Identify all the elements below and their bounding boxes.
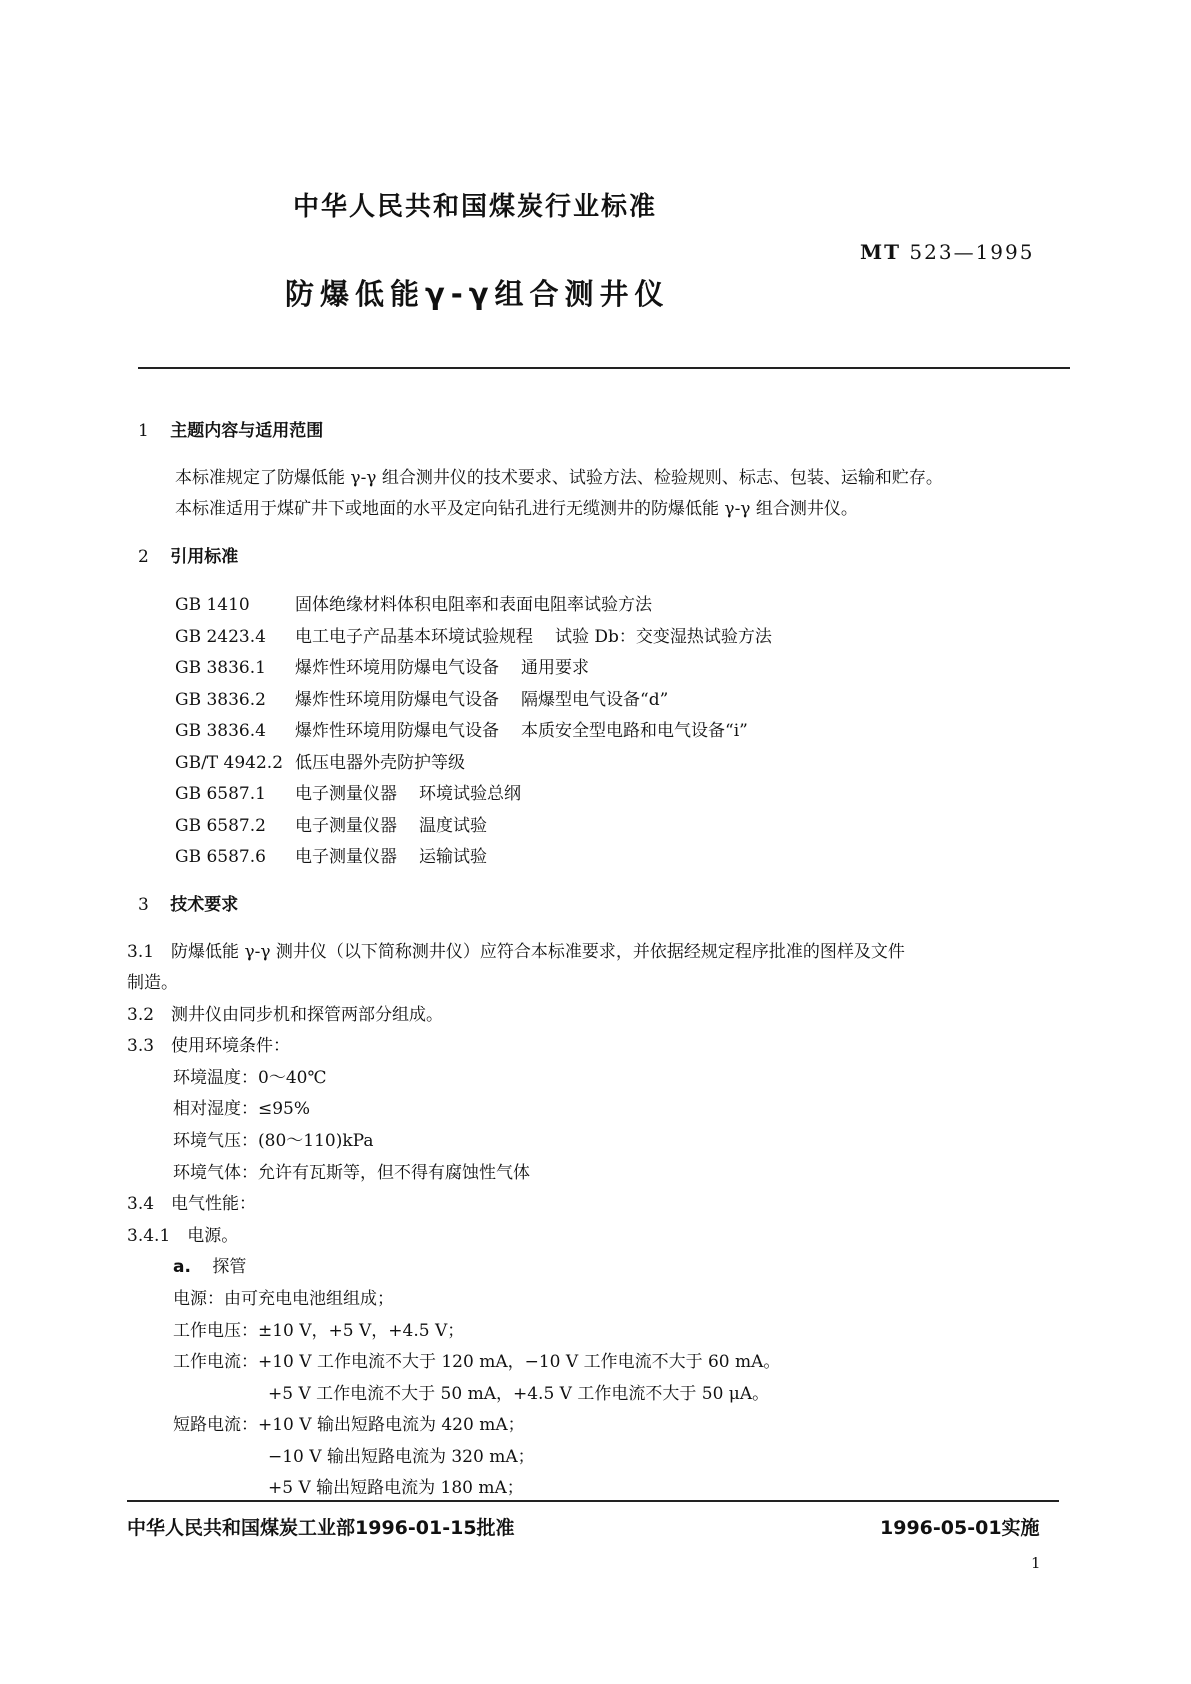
- reference-subtitle: 环境试验总纲: [419, 784, 521, 804]
- reference-item: [175, 842, 487, 867]
- env-gas: 环境气体：允许有瓦斯等，但不得有腐蚀性气体: [173, 1163, 530, 1183]
- reference-item: [175, 685, 668, 710]
- short-circuit-1: 短路电流：+10 V 输出短路电流为 420 mA；: [173, 1415, 525, 1435]
- reference-item: [175, 590, 652, 615]
- section-1-title: 主题内容与适用范围: [170, 421, 324, 441]
- reference-title: 爆炸性环境用防爆电气设备: [295, 689, 499, 710]
- env-humidity: 相对湿度：≤95%: [173, 1099, 311, 1119]
- reference-subtitle: 通用要求: [521, 658, 589, 678]
- reference-title: 低压电器外壳防护等级: [295, 752, 465, 773]
- clause-3-4: 3.4 电气性能：: [127, 1194, 257, 1214]
- item-a: [173, 1252, 246, 1277]
- reference-code: GB 3836.2: [175, 689, 266, 710]
- reference-item: [175, 748, 465, 773]
- short-circuit-2: −10 V 输出短路电流为 320 mA；: [268, 1447, 535, 1467]
- clause-3-4-1: 3.4.1 电源。: [127, 1226, 239, 1246]
- reference-code: GB 3836.1: [175, 658, 266, 678]
- short-circuit-3: +5 V 输出短路电流为 180 mA；: [268, 1478, 524, 1498]
- item-a-label: a.: [173, 1257, 191, 1277]
- reference-item: [175, 622, 772, 647]
- power-source: 电源：由可充电电池组组成；: [173, 1289, 394, 1309]
- reference-item: [175, 779, 521, 804]
- env-temperature: 环境温度：0～40℃: [173, 1068, 327, 1088]
- reference-title: 固体绝缘材料体积电阻率和表面电阻率试验方法: [295, 595, 652, 615]
- clause-3-2: 3.2 测井仪由同步机和探管两部分组成。: [127, 1005, 444, 1025]
- section-2-number: 2: [138, 547, 149, 567]
- clause-3-1-line-2: 制造。: [127, 973, 178, 993]
- reference-subtitle: 温度试验: [419, 815, 487, 836]
- reference-title: 爆炸性环境用防爆电气设备: [295, 721, 499, 741]
- env-pressure: 环境气压：(80～110)kPa: [173, 1131, 374, 1151]
- reference-subtitle: 本质安全型电路和电气设备“i”: [521, 721, 748, 741]
- reference-title: 爆炸性环境用防爆电气设备: [295, 658, 499, 678]
- reference-subtitle: 隔爆型电气设备“d”: [521, 689, 669, 710]
- section-1-paragraph-2: 本标准适用于煤矿井下或地面的水平及定向钻孔进行无缆测井的防爆低能 γ-γ 组合测井仪。: [175, 499, 858, 519]
- bottom-divider: [127, 1500, 1059, 1502]
- document-title: 防爆低能γ-γ组合测井仪: [285, 277, 670, 311]
- org-title: 中华人民共和国煤炭行业标准: [293, 192, 658, 222]
- working-voltage: 工作电压：±10 V，+5 V，+4.5 V；: [173, 1321, 465, 1341]
- item-a-title: 探管: [212, 1257, 247, 1277]
- page-number: 1: [1031, 1554, 1041, 1572]
- reference-code: GB 2423.4: [175, 626, 266, 647]
- reference-code: GB 3836.4: [175, 721, 266, 741]
- section-1-number: 1: [138, 421, 149, 441]
- section-1-paragraph-1: 本标准规定了防爆低能 γ-γ 组合测井仪的技术要求、试验方法、检验规则、标志、包装、运输和贮存。: [175, 468, 943, 488]
- reference-subtitle: 运输试验: [419, 847, 487, 867]
- reference-item: [175, 811, 487, 836]
- working-current-2: +5 V 工作电流不大于 50 mA，+4.5 V 工作电流不大于 50 μA。: [268, 1384, 770, 1404]
- reference-title: 电子测量仪器: [295, 815, 397, 836]
- section-2-heading: [138, 542, 238, 567]
- section-2-title: 引用标准: [170, 547, 239, 567]
- reference-title: 电工电子产品基本环境试验规程: [295, 626, 533, 647]
- reference-subtitle: 试验 Db：交变湿热试验方法: [555, 626, 772, 647]
- section-3-number: 3: [138, 895, 149, 915]
- approval-line: 中华人民共和国煤炭工业部1996-01-15批准: [127, 1517, 515, 1539]
- clause-3-1-line-1: 3.1 防爆低能 γ-γ 测井仪（以下简称测井仪）应符合本标准要求，并依据经规定程序批准的图样及文件: [127, 942, 905, 962]
- top-divider: [138, 367, 1070, 369]
- standard-code: [860, 240, 1034, 264]
- reference-code: GB 6587.1: [175, 784, 266, 804]
- reference-code: GB 6587.2: [175, 815, 266, 836]
- reference-title: 电子测量仪器: [295, 784, 397, 804]
- code-prefix: MT: [860, 240, 902, 264]
- effective-date: 1996-05-01实施: [880, 1517, 1040, 1539]
- section-1-heading: [138, 416, 323, 441]
- section-3-heading: [138, 890, 238, 915]
- section-3-title: 技术要求: [170, 895, 239, 915]
- reference-item: [175, 716, 748, 741]
- reference-code: GB/T 4942.2: [175, 752, 284, 773]
- reference-code: GB 6587.6: [175, 847, 266, 867]
- reference-title: 电子测量仪器: [295, 847, 397, 867]
- clause-3-3: 3.3 使用环境条件：: [127, 1036, 291, 1056]
- reference-code: GB 1410: [175, 595, 250, 615]
- reference-item: [175, 653, 589, 678]
- working-current-1: 工作电流：+10 V 工作电流不大于 120 mA，−10 V 工作电流不大于 60 mA。: [173, 1352, 781, 1372]
- code-number: 523—1995: [909, 240, 1035, 264]
